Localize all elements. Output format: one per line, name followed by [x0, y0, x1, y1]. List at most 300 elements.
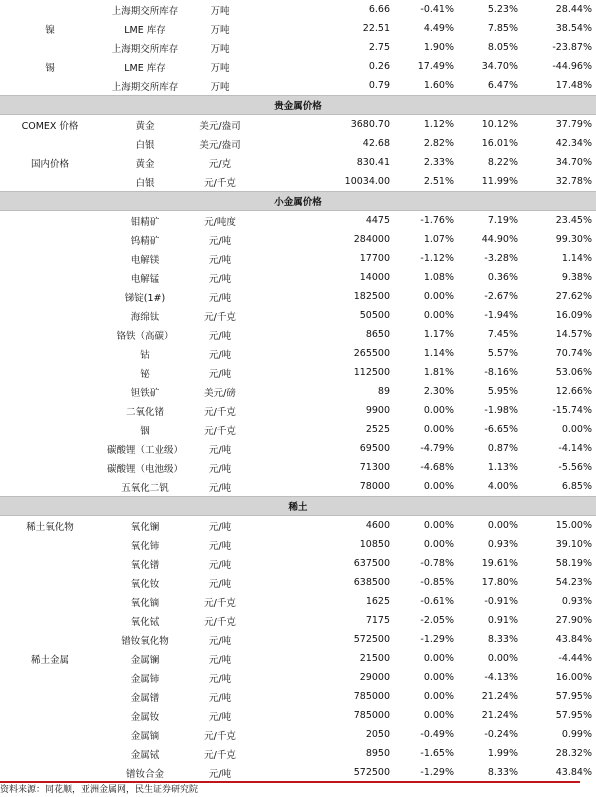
cell-name: 氧化镝	[130, 597, 160, 609]
table-row	[0, 134, 596, 153]
cell-m: 8.33%	[487, 767, 518, 778]
cell-name: LME 库存	[124, 62, 166, 74]
table-row	[0, 687, 596, 706]
cell-name: 钴	[140, 349, 150, 361]
cell-name: 钼精矿	[130, 216, 160, 228]
section-header	[0, 96, 596, 115]
cell-m: 5.23%	[487, 4, 518, 15]
table-row	[0, 230, 596, 249]
cell-cat: 锡	[45, 62, 55, 74]
cell-name: 电解镁	[130, 254, 160, 266]
cell-price: 71300	[359, 462, 390, 473]
cell-cat: 镍	[45, 24, 55, 36]
table-row	[0, 57, 596, 76]
table-row	[0, 763, 596, 782]
cell-w: -1.65%	[420, 748, 454, 759]
cell-unit: 元/吨	[208, 368, 232, 380]
cell-y: 0.93%	[561, 596, 592, 607]
cell-cat	[0, 744, 100, 763]
cell-y: -4.14%	[558, 443, 592, 454]
cell-w: 17.49%	[417, 61, 454, 72]
cell-y: -15.74%	[552, 405, 592, 416]
cell-unit: 万吨	[210, 5, 230, 17]
cell-m: -4.13%	[484, 672, 518, 683]
cell-y: 43.84%	[555, 767, 592, 778]
cell-cat	[0, 573, 100, 592]
cell-m: 1.99%	[487, 748, 518, 759]
cell-name: 锑锭(1#)	[124, 292, 166, 304]
cell-y: 0.00%	[561, 424, 592, 435]
cell-price: 78000	[359, 481, 390, 492]
cell-price: 8650	[365, 329, 390, 340]
cell-cat	[0, 249, 100, 268]
cell-name: 金属镨	[130, 692, 160, 704]
cell-price: 0.79	[368, 80, 390, 91]
cell-y: 58.19%	[555, 558, 592, 569]
cell-y: 17.48%	[555, 80, 592, 91]
table-row	[0, 0, 596, 19]
cell-m: 7.19%	[487, 215, 518, 226]
cell-w: 0.00%	[423, 691, 454, 702]
cell-w: -1.12%	[420, 253, 454, 264]
table-row	[0, 325, 596, 344]
cell-price: 284000	[353, 234, 390, 245]
cell-price: 2.75	[368, 42, 390, 53]
cell-price: 637500	[353, 558, 390, 569]
cell-y: 12.66%	[555, 386, 592, 397]
cell-name: 氧化铽	[130, 616, 160, 628]
cell-w: 1.14%	[423, 348, 454, 359]
table-row	[0, 306, 596, 325]
cell-cat	[0, 0, 100, 19]
cell-name: 氧化镧	[130, 521, 160, 533]
cell-w: 1.81%	[423, 367, 454, 378]
cell-y: 99.30%	[555, 234, 592, 245]
cell-y: 57.95%	[555, 691, 592, 702]
cell-w: 0.00%	[423, 424, 454, 435]
cell-w: 1.17%	[423, 329, 454, 340]
cell-name: 氧化钕	[130, 578, 160, 590]
cell-name: 镨钕氧化物	[121, 635, 169, 647]
cell-y: -4.44%	[558, 653, 592, 664]
table-row	[0, 439, 596, 458]
table-row	[0, 76, 596, 96]
cell-cat	[0, 763, 100, 782]
cell-cat	[0, 230, 100, 249]
cell-unit: 元/吨	[208, 330, 232, 342]
cell-price: 3680.70	[350, 119, 390, 130]
cell-w: -2.05%	[420, 615, 454, 626]
cell-m: 8.33%	[487, 634, 518, 645]
cell-cat	[0, 535, 100, 554]
cell-w: 1.90%	[423, 42, 454, 53]
cell-w: 4.49%	[423, 23, 454, 34]
cell-price: 14000	[359, 272, 390, 283]
cell-price: 17700	[359, 253, 390, 264]
cell-unit: 元/吨	[208, 482, 232, 494]
cell-name: 二氧化锗	[125, 406, 164, 418]
table-row	[0, 344, 596, 363]
table-row	[0, 554, 596, 573]
cell-unit: 美元/磅	[204, 387, 236, 399]
cell-price: 1625	[365, 596, 390, 607]
table-row	[0, 268, 596, 287]
section-title: 小金属价格	[0, 192, 596, 211]
cell-name: 电解锰	[130, 273, 160, 285]
cell-w: -0.78%	[420, 558, 454, 569]
cell-cat	[0, 554, 100, 573]
table-row	[0, 458, 596, 477]
cell-unit: 元/吨	[208, 444, 232, 456]
cell-cat	[0, 592, 100, 611]
cell-price: 112500	[353, 367, 390, 378]
table-row	[0, 535, 596, 554]
cell-price: 6.66	[368, 4, 390, 15]
cell-cat	[0, 401, 100, 420]
cell-y: 70.74%	[555, 348, 592, 359]
cell-cat	[0, 439, 100, 458]
cell-w: 2.33%	[423, 157, 454, 168]
cell-y: 39.10%	[555, 539, 592, 550]
cell-m: -0.91%	[484, 596, 518, 607]
cell-m: 5.57%	[487, 348, 518, 359]
cell-unit: 元/千克	[204, 730, 236, 742]
cell-name: 上海期交所库存	[111, 5, 179, 17]
cell-price: 89	[377, 386, 390, 397]
table-row	[0, 630, 596, 649]
cell-unit: 元/吨	[208, 711, 232, 723]
cell-unit: 元/吨	[208, 521, 232, 533]
cell-m: 0.93%	[487, 539, 518, 550]
cell-m: 0.00%	[487, 653, 518, 664]
cell-price: 8950	[365, 748, 390, 759]
cell-m: -8.16%	[484, 367, 518, 378]
cell-m: 5.95%	[487, 386, 518, 397]
cell-w: 1.07%	[423, 234, 454, 245]
cell-y: 34.70%	[555, 157, 592, 168]
cell-price: 7175	[365, 615, 390, 626]
cell-unit: 美元/盎司	[199, 120, 241, 132]
cell-price: 50500	[359, 310, 390, 321]
cell-m: -1.98%	[484, 405, 518, 416]
cell-price: 4600	[365, 520, 390, 531]
table-row	[0, 706, 596, 725]
table-row	[0, 19, 596, 38]
cell-y: 28.32%	[555, 748, 592, 759]
cell-cat	[0, 687, 100, 706]
cell-y: 16.09%	[555, 310, 592, 321]
cell-w: 0.00%	[423, 405, 454, 416]
cell-unit: 万吨	[210, 43, 230, 55]
table-row	[0, 420, 596, 439]
cell-unit: 元/吨	[208, 559, 232, 571]
cell-m: -1.94%	[484, 310, 518, 321]
cell-unit: 元/千克	[204, 425, 236, 437]
section-header	[0, 192, 596, 211]
table-row	[0, 649, 596, 668]
cell-m: 17.80%	[481, 577, 518, 588]
cell-m: 8.22%	[487, 157, 518, 168]
cell-price: 4475	[365, 215, 390, 226]
cell-name: 铬铁（高碳）	[116, 330, 174, 342]
cell-w: 0.00%	[423, 481, 454, 492]
cell-y: 57.95%	[555, 710, 592, 721]
cell-name: 黄金	[135, 158, 155, 170]
cell-name: 金属钕	[130, 711, 160, 723]
cell-unit: 元/吨	[208, 254, 232, 266]
cell-cat	[0, 211, 100, 231]
cell-cat: 国内价格	[30, 158, 69, 170]
table-row	[0, 611, 596, 630]
cell-price: 0.26	[368, 61, 390, 72]
cell-name: 黄金	[135, 120, 155, 132]
cell-m: 44.90%	[481, 234, 518, 245]
cell-price: 2525	[365, 424, 390, 435]
cell-name: 钨精矿	[130, 235, 160, 247]
cell-price: 69500	[359, 443, 390, 454]
cell-w: 0.00%	[423, 653, 454, 664]
table-row	[0, 592, 596, 611]
cell-m: 8.05%	[487, 42, 518, 53]
cell-m: -6.65%	[484, 424, 518, 435]
cell-y: 27.90%	[555, 615, 592, 626]
cell-w: 0.00%	[423, 710, 454, 721]
cell-unit: 元/吨	[208, 235, 232, 247]
cell-name: 碳酸锂（工业级）	[106, 444, 183, 456]
table-row	[0, 153, 596, 172]
cell-price: 2050	[365, 729, 390, 740]
cell-name: 金属镧	[130, 654, 160, 666]
cell-price: 830.41	[356, 157, 390, 168]
cell-y: 6.85%	[561, 481, 592, 492]
cell-m: -3.28%	[484, 253, 518, 264]
cell-unit: 元/吨	[208, 273, 232, 285]
table-row	[0, 249, 596, 268]
table-row	[0, 382, 596, 401]
cell-w: 0.00%	[423, 672, 454, 683]
cell-m: 16.01%	[481, 138, 518, 149]
section-title: 稀土	[0, 497, 596, 516]
table-row	[0, 744, 596, 763]
cell-w: -0.85%	[420, 577, 454, 588]
table-row	[0, 401, 596, 420]
cell-unit: 元/吨	[208, 463, 232, 475]
cell-m: 11.99%	[481, 176, 518, 187]
cell-m: -2.67%	[484, 291, 518, 302]
cell-name: 金属镝	[130, 730, 160, 742]
cell-price: 638500	[353, 577, 390, 588]
cell-y: -44.96%	[552, 61, 592, 72]
table-row	[0, 38, 596, 57]
cell-w: -1.76%	[420, 215, 454, 226]
cell-w: 1.12%	[423, 119, 454, 130]
table-row	[0, 211, 596, 231]
cell-cat	[0, 458, 100, 477]
cell-cat	[0, 382, 100, 401]
cell-w: 0.00%	[423, 291, 454, 302]
cell-name: 铋	[140, 368, 150, 380]
cell-w: -4.68%	[420, 462, 454, 473]
cell-m: 7.45%	[487, 329, 518, 340]
cell-cat	[0, 630, 100, 649]
cell-cat	[0, 268, 100, 287]
cell-y: 32.78%	[555, 176, 592, 187]
cell-cat: 稀土金属	[30, 654, 69, 666]
table-row	[0, 668, 596, 687]
table-row	[0, 725, 596, 744]
cell-price: 10850	[359, 539, 390, 550]
cell-m: 19.61%	[481, 558, 518, 569]
cell-unit: 元/吨	[208, 349, 232, 361]
cell-y: 38.54%	[555, 23, 592, 34]
cell-cat	[0, 306, 100, 325]
cell-cat: 稀土氧化物	[26, 521, 74, 533]
cell-y: 53.06%	[555, 367, 592, 378]
cell-m: -0.24%	[484, 729, 518, 740]
cell-name: 碳酸锂（电池级）	[106, 463, 183, 475]
cell-unit: 元/吨	[208, 292, 232, 304]
cell-unit: 元/克	[208, 158, 232, 170]
cell-cat	[0, 38, 100, 57]
cell-y: 27.62%	[555, 291, 592, 302]
cell-price: 785000	[353, 691, 390, 702]
cell-cat	[0, 668, 100, 687]
cell-m: 0.91%	[487, 615, 518, 626]
cell-unit: 元/千克	[204, 311, 236, 323]
cell-price: 29000	[359, 672, 390, 683]
table-row	[0, 573, 596, 592]
cell-m: 21.24%	[481, 710, 518, 721]
cell-name: 铟	[140, 425, 150, 437]
cell-w: -0.49%	[420, 729, 454, 740]
cell-w: -0.41%	[420, 4, 454, 15]
cell-price: 785000	[353, 710, 390, 721]
cell-price: 572500	[353, 634, 390, 645]
cell-unit: 万吨	[210, 62, 230, 74]
table-row	[0, 363, 596, 382]
cell-y: 16.00%	[555, 672, 592, 683]
table-row	[0, 115, 596, 135]
cell-cat	[0, 477, 100, 497]
table-row	[0, 287, 596, 306]
cell-name: 镨钕合金	[125, 768, 164, 780]
cell-m: 6.47%	[487, 80, 518, 91]
cell-w: 1.08%	[423, 272, 454, 283]
source-note: 资料来源：同花顺，亚洲金属网，民生证券研究院	[0, 781, 580, 797]
cell-m: 34.70%	[481, 61, 518, 72]
cell-w: 2.51%	[423, 176, 454, 187]
cell-m: 4.00%	[487, 481, 518, 492]
cell-name: 白银	[135, 177, 155, 189]
cell-cat	[0, 134, 100, 153]
cell-w: -0.61%	[420, 596, 454, 607]
cell-price: 265500	[353, 348, 390, 359]
cell-y: -5.56%	[558, 462, 592, 473]
cell-w: 0.00%	[423, 539, 454, 550]
cell-price: 572500	[353, 767, 390, 778]
cell-w: -1.29%	[420, 767, 454, 778]
cell-unit: 元/吨	[208, 692, 232, 704]
cell-cat	[0, 76, 100, 96]
cell-name: 氧化铈	[130, 540, 160, 552]
cell-y: 42.34%	[555, 138, 592, 149]
cell-unit: 元/吨	[208, 635, 232, 647]
cell-price: 22.51	[362, 23, 390, 34]
cell-y: 14.57%	[555, 329, 592, 340]
cell-name: LME 库存	[124, 24, 166, 36]
cell-unit: 万吨	[210, 81, 230, 93]
cell-y: 43.84%	[555, 634, 592, 645]
cell-w: 2.82%	[423, 138, 454, 149]
cell-cat	[0, 363, 100, 382]
cell-unit: 美元/盎司	[199, 139, 241, 151]
cell-name: 金属铈	[130, 673, 160, 685]
cell-cat	[0, 725, 100, 744]
cell-price: 21500	[359, 653, 390, 664]
cell-cat: COMEX 价格	[21, 120, 79, 132]
cell-cat	[0, 420, 100, 439]
cell-cat	[0, 287, 100, 306]
cell-m: 10.12%	[481, 119, 518, 130]
cell-price: 182500	[353, 291, 390, 302]
cell-name: 白银	[135, 139, 155, 151]
table-row	[0, 477, 596, 497]
cell-y: 23.45%	[555, 215, 592, 226]
cell-y: 9.38%	[561, 272, 592, 283]
cell-unit: 元/千克	[204, 616, 236, 628]
cell-y: 0.99%	[561, 729, 592, 740]
cell-w: 0.00%	[423, 310, 454, 321]
cell-name: 上海期交所库存	[111, 43, 179, 55]
cell-unit: 元/千克	[204, 597, 236, 609]
cell-y: 54.23%	[555, 577, 592, 588]
cell-price: 10034.00	[344, 176, 390, 187]
cell-unit: 元/千克	[204, 177, 236, 189]
cell-name: 海绵钛	[130, 311, 160, 323]
cell-m: 0.87%	[487, 443, 518, 454]
cell-w: -4.79%	[420, 443, 454, 454]
cell-unit: 元/千克	[204, 749, 236, 761]
cell-cat	[0, 325, 100, 344]
cell-name: 上海期交所库存	[111, 81, 179, 93]
cell-unit: 元/吨	[208, 578, 232, 590]
cell-cat	[0, 344, 100, 363]
cell-price: 42.68	[362, 138, 390, 149]
cell-m: 21.24%	[481, 691, 518, 702]
cell-unit: 万吨	[210, 24, 230, 36]
cell-unit: 元/吨度	[204, 216, 236, 228]
cell-cat	[0, 172, 100, 192]
table-row	[0, 172, 596, 192]
table-row	[0, 516, 596, 536]
cell-y: 15.00%	[555, 520, 592, 531]
cell-y: 28.44%	[555, 4, 592, 15]
cell-w: 1.60%	[423, 80, 454, 91]
cell-w: -1.29%	[420, 634, 454, 645]
section-title: 贵金属价格	[0, 96, 596, 115]
cell-w: 2.30%	[423, 386, 454, 397]
cell-y: -23.87%	[552, 42, 592, 53]
cell-name: 金属铽	[130, 749, 160, 761]
cell-unit: 元/吨	[208, 654, 232, 666]
cell-unit: 元/吨	[208, 673, 232, 685]
cell-cat	[0, 706, 100, 725]
cell-unit: 元/吨	[208, 768, 232, 780]
section-header	[0, 497, 596, 516]
cell-m: 0.00%	[487, 520, 518, 531]
cell-unit: 元/千克	[204, 406, 236, 418]
cell-y: 37.79%	[555, 119, 592, 130]
